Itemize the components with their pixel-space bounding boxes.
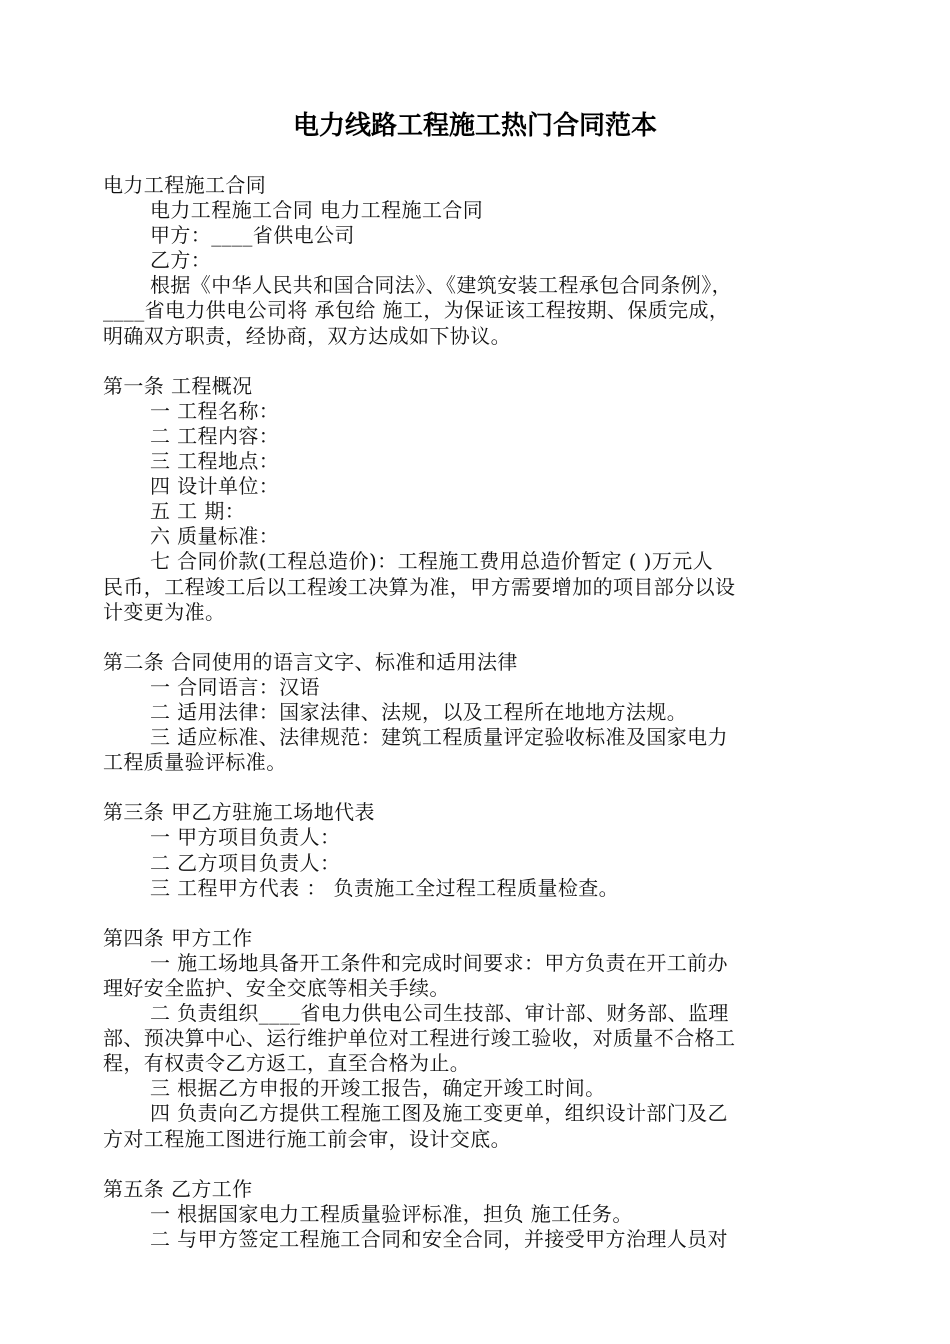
text-line: 明确双方职责，经协商，双方达成如下协议。 [103,323,511,348]
text-line: 第二条 合同使用的语言文字、标准和适用法律 [103,649,518,674]
text-line: 一 工程名称： [150,398,280,423]
blank-line [103,1152,851,1177]
text-line: 二 与甲方签定工程施工合同和安全合同，并接受甲方治理人员对 [150,1226,728,1251]
text-line: 一 施工场地具备开工条件和完成时间要求：甲方负责在开工前办 [150,950,728,975]
text-line: 第五条 乙方工作 [103,1176,253,1201]
blank-line [103,775,851,800]
text-line: 民币，工程竣工后以工程竣工决算为准，甲方需要增加的项目部分以设 [103,574,736,599]
text-line: 三 适应标准、法律规范：建筑工程质量评定验收标准及国家电力 [150,725,728,750]
text-line: 一 根据国家电力工程质量验评标准，担负 施工任务。 [150,1201,633,1226]
text-line: 三 根据乙方申报的开竣工报告，确定开竣工时间。 [150,1076,606,1101]
text-line: 电力工程施工合同 [103,173,267,197]
text-line: 方对工程施工图进行施工前会审，设计交底。 [103,1126,511,1151]
text-line: 四 负责向乙方提供工程施工图及施工变更单，组织设计部门及乙 [150,1101,728,1126]
text-line: 甲方：____省供电公司 [150,223,355,248]
text-line: 计变更为准。 [103,599,226,624]
text-line: 一 甲方项目负责人： [150,825,341,850]
text-line: 五 工 期： [150,499,246,524]
document-title: 电力线路工程施工热门合同范本 [292,111,657,141]
text-line: 理好安全监护、安全交底等相关手续。 [103,976,450,1000]
text-line: 程，有权责令乙方返工，直至合格为止。 [103,1051,471,1076]
text-line: 根据《中华人民共和国合同法》、《建筑安装工程承包合同条例》， [150,273,732,298]
text-line: 二 负责组织____省电力供电公司生技部、审计部、财务部、监理 [150,1001,729,1026]
blank-line [103,901,851,926]
text-line: 七 合同价款(工程总造价)：工程施工费用总造价暂定 ( )万元人 [150,549,714,574]
text-line: 第四条 甲方工作 [103,925,253,950]
text-line: 工程质量验评标准。 [103,750,287,775]
text-line: 第三条 甲乙方驻施工场地代表 [103,800,375,825]
text-line: 一 合同语言：汉语 [150,674,320,699]
text-line: 三 工程甲方代表 ： 负责施工全过程工程质量检查。 [150,875,620,900]
text-line: 乙方： [150,248,212,273]
blank-line [103,625,851,650]
text-line: 第一条 工程概况 [103,373,253,398]
text-line: ____省电力供电公司将 承包给 施工，为保证该工程按期、保质完成， [103,298,730,323]
text-line: 二 工程内容： [150,423,280,448]
blank-line [103,349,851,374]
text-line: 部、预决算中心、运行维护单位对工程进行竣工验收，对质量不合格工 [103,1026,736,1051]
text-line: 六 质量标准： [150,524,280,549]
text-line: 二 适用法律：国家法律、法规，以及工程所在地地方法规。 [150,699,688,724]
text-line: 电力工程施工合同 电力工程施工合同 [150,198,484,223]
text-line: 二 乙方项目负责人： [150,850,341,875]
text-line: 四 设计单位： [150,474,280,499]
text-line: 三 工程地点： [150,449,280,474]
document-body [103,173,851,1252]
